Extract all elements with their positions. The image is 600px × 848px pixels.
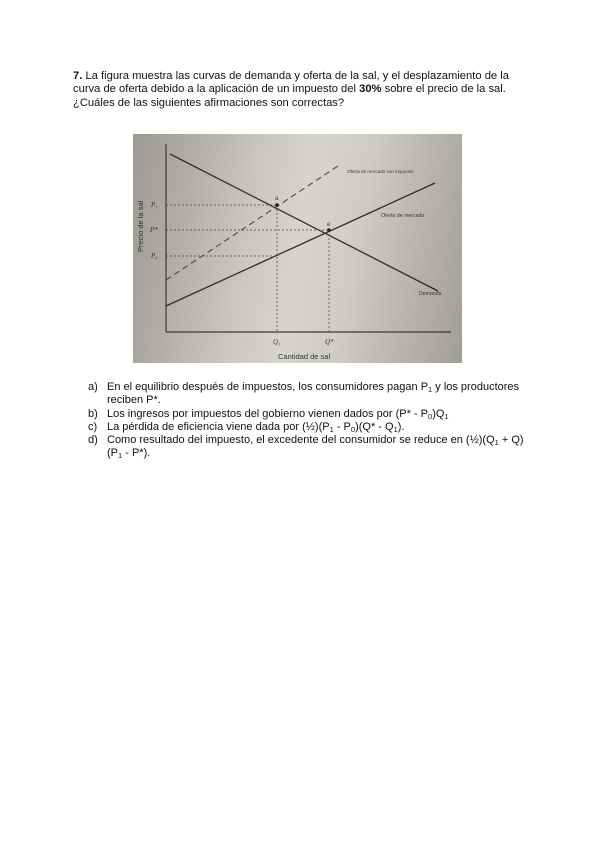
subscript: 1	[118, 451, 123, 461]
question-statement	[73, 70, 533, 97]
subscript: 1	[428, 385, 433, 394]
option-label: a)	[88, 381, 98, 393]
tick-p1: P₁	[151, 201, 158, 209]
option-text: )(Q* - Q	[355, 420, 394, 433]
option-text: ).	[397, 420, 405, 433]
option-b	[88, 408, 538, 421]
point-label-e: e	[327, 222, 331, 228]
option-label: d)	[88, 434, 98, 447]
supply-with-tax-curve	[166, 164, 341, 280]
subscript: 1	[494, 438, 499, 448]
option-text: La pérdida de eficiencia viene dada por (½)(P	[107, 420, 330, 433]
tick-q1: Q₁	[273, 338, 281, 346]
question-number: 7.	[73, 70, 83, 82]
answer-options	[88, 381, 538, 461]
option-text: y los productores reciben P*.	[107, 381, 520, 407]
figure-svg	[133, 134, 462, 363]
option-text: - P*).	[122, 447, 151, 460]
question-text-2: sobre el precio de la sal.	[381, 83, 506, 96]
subscript: 0	[428, 411, 433, 421]
point-e	[327, 228, 331, 232]
option-label: b)	[88, 407, 98, 420]
option-label: c)	[88, 420, 98, 433]
option-text: )Q	[432, 407, 445, 420]
tick-pstar: P*	[150, 226, 158, 234]
option-text: + Q)(P	[107, 434, 524, 460]
tick-p0: P₀	[151, 252, 158, 260]
supply-label: Oferta de mercado	[381, 213, 425, 219]
demand-curve	[170, 154, 438, 291]
x-axis-label: Cantidad de sal	[278, 352, 331, 361]
y-axis-label: Precio de la sal	[136, 200, 145, 252]
subscript: 1	[444, 411, 449, 421]
question-prompt: ¿Cuáles de las siguientes afirmaciones son correctas?	[73, 96, 345, 109]
supply-demand-figure	[133, 134, 462, 363]
option-text: Como resultado del impuesto, el excedente del consumidor se reduce en (½)(Q	[107, 434, 495, 447]
point-label-a: a	[275, 196, 279, 202]
point-a	[275, 203, 279, 207]
supply-curve	[166, 183, 435, 306]
option-text: - P	[333, 420, 351, 433]
option-c	[88, 421, 538, 434]
option-d	[88, 434, 538, 461]
subscript: 0	[350, 424, 356, 434]
subscript: 1	[329, 424, 334, 434]
question-block	[73, 70, 533, 110]
question-text-1: La figura muestra las curvas de demanda y oferta de la sal, y el desplazamiento de la curva de oferta debido a la aplicación de un impuesto del	[73, 70, 509, 96]
tick-qstar: Q*	[325, 338, 334, 346]
option-a	[88, 381, 538, 408]
demand-label: Demanda	[419, 291, 442, 297]
option-text: Los ingresos por impuestos del gobierno vienen dados por (P* - P	[107, 407, 429, 420]
option-text: En el equilibrio después de impuestos, los consumidores pagan P	[107, 381, 429, 393]
subscript: 1	[393, 424, 398, 434]
supply-with-tax-label: Oferta de mercado con impuesto	[347, 169, 414, 174]
question-percent: 30%	[359, 83, 382, 96]
